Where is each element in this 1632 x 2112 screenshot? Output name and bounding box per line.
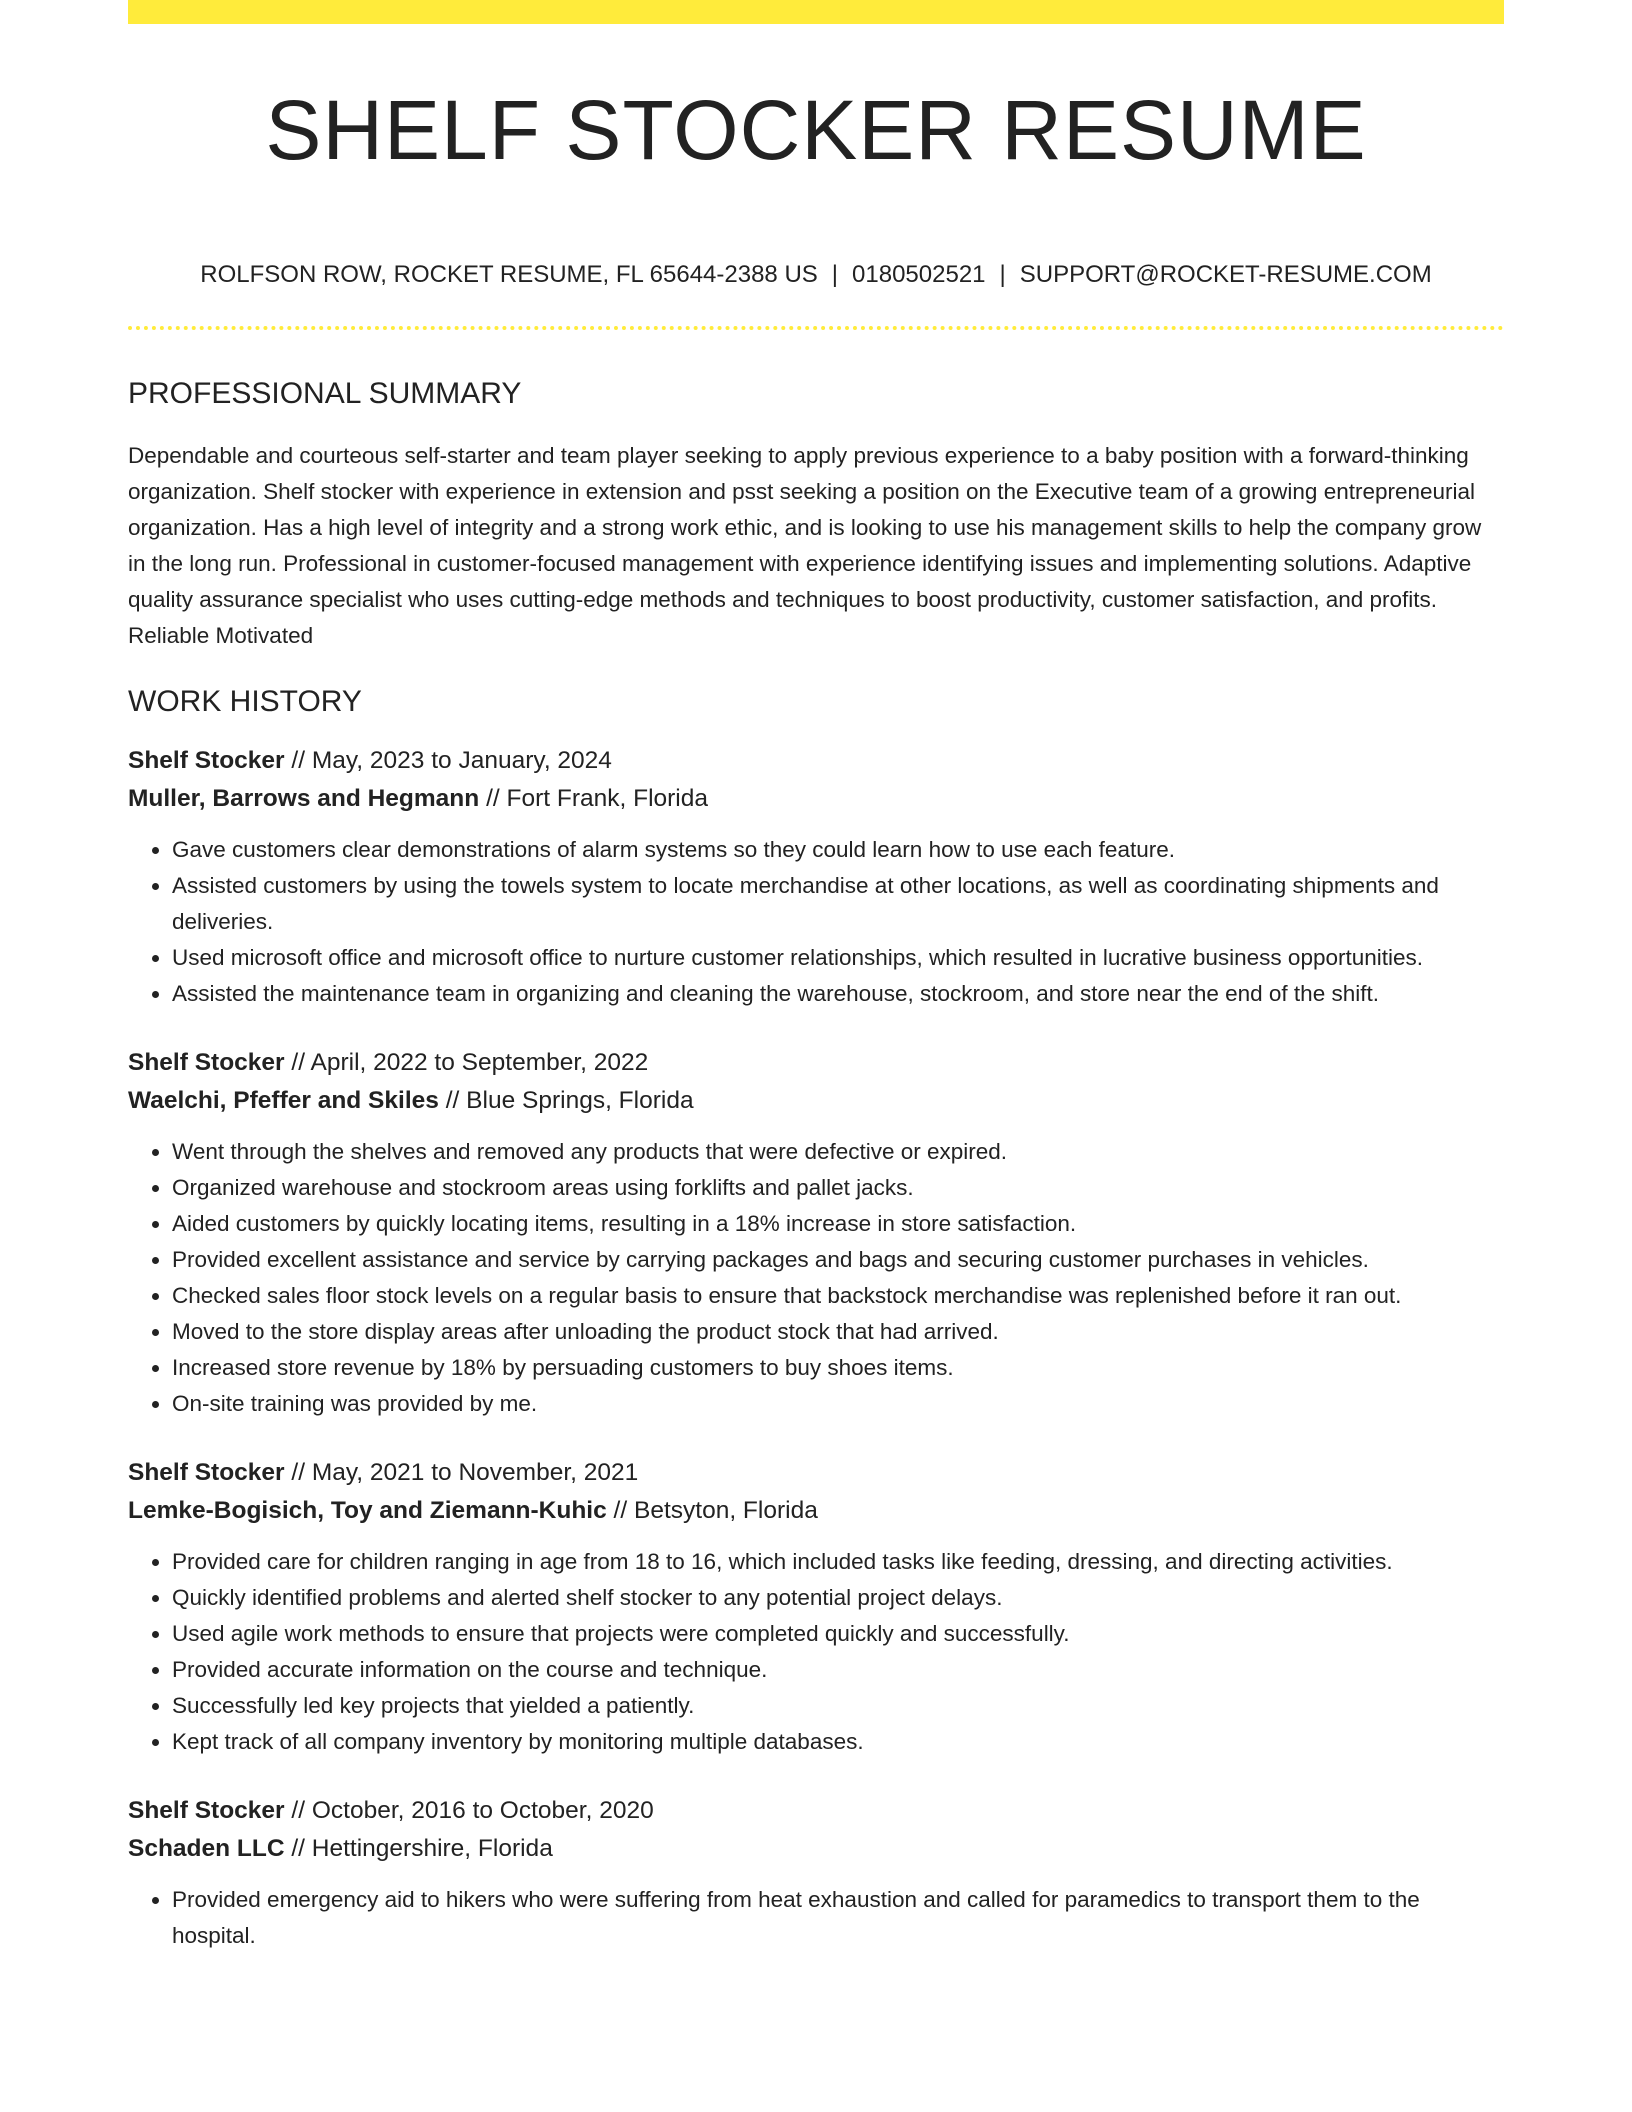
job-separator: // — [291, 747, 306, 774]
job-bullet: • Provided emergency aid to hikers who were suffering from heat exhaustion and called for paramedics to transport them to the hospital. — [172, 1882, 1504, 1954]
work-history-list — [128, 742, 1504, 1954]
header-divider — [128, 326, 1504, 330]
job-company-line — [128, 780, 1504, 818]
job-company-line — [128, 1830, 1504, 1868]
contact-email: SUPPORT@ROCKET-RESUME.COM — [1019, 261, 1432, 288]
job-location: Hettingershire, Florida — [311, 1835, 553, 1862]
job-bullet-list — [128, 1544, 1504, 1760]
job-bullet: • On-site training was provided by me. — [172, 1386, 1504, 1422]
job-dates: May, 2023 to January, 2024 — [311, 747, 612, 774]
job-entry — [128, 1044, 1504, 1422]
contact-phone: 0180502521 — [852, 261, 986, 288]
job-bullet: • Went through the shelves and removed any products that were defective or expired. — [172, 1134, 1504, 1170]
job-bullet-list — [128, 832, 1504, 1012]
job-title: Shelf Stocker — [128, 1797, 285, 1824]
job-bullet: • Kept track of all company inventory by monitoring multiple databases. — [172, 1724, 1504, 1760]
job-title-line — [128, 742, 1504, 780]
job-entry — [128, 1792, 1504, 1954]
job-separator: // — [486, 785, 500, 812]
job-separator: // — [445, 1087, 460, 1114]
job-bullet-list — [128, 1882, 1504, 1954]
summary-text: Dependable and courteous self-starter and team player seeking to apply previous experience to a baby position with a forward-thinking organization. Shelf stocker with experience in extension and psst seeking a position on the Executive team of a growing entrepreneurial organization. Has a high level of integrity and a strong work ethic, and is looking to use his management skills to help the company grow in the long run. Professional in customer-focused management with experience identifying issues and implementing solutions. Adaptive quality assurance specialist who uses cutting-edge methods and techniques to boost productivity, customer satisfaction, and profits. Reliable Motivated — [128, 443, 1482, 648]
job-bullet: • Successfully led key projects that yielded a patiently. — [172, 1688, 1504, 1724]
job-title-line — [128, 1454, 1504, 1492]
job-bullet-list — [128, 1134, 1504, 1422]
job-entry — [128, 742, 1504, 1012]
job-bullet: • Provided accurate information on the course and technique. — [172, 1652, 1504, 1688]
job-title-line — [128, 1044, 1504, 1082]
job-company: Lemke-Bogisich, Toy and Ziemann-Kuhic — [128, 1497, 607, 1524]
job-location: Blue Springs, Florida — [466, 1087, 694, 1114]
contact-line — [128, 260, 1504, 290]
job-separator: // — [613, 1497, 628, 1524]
job-bullet: • Quickly identified problems and alerted shelf stocker to any potential project delays. — [172, 1580, 1504, 1616]
job-separator: // — [291, 1459, 306, 1486]
job-bullet: • Gave customers clear demonstrations of alarm systems so they could learn how to use each feature. — [172, 832, 1504, 868]
job-bullet: • Assisted customers by using the towels system to locate merchandise at other locations, as well as coordinating shipments and deliveries. — [172, 868, 1504, 940]
job-bullet: • Organized warehouse and stockroom areas using forklifts and pallet jacks. — [172, 1170, 1504, 1206]
job-bullet: • Used microsoft office and microsoft office to nurture customer relationships, which resulted in lucrative business opportunities. — [172, 940, 1504, 976]
job-company: Schaden LLC — [128, 1835, 285, 1862]
job-entry — [128, 1454, 1504, 1760]
job-separator: // — [291, 1797, 306, 1824]
job-title: Shelf Stocker — [128, 1459, 285, 1486]
resume-content — [128, 0, 1504, 1954]
contact-separator: | — [999, 261, 1006, 288]
job-title: Shelf Stocker — [128, 747, 285, 774]
job-bullet: • Increased store revenue by 18% by persuading customers to buy shoes items. — [172, 1350, 1504, 1386]
job-dates: May, 2021 to November, 2021 — [311, 1459, 639, 1486]
job-location: Betsyton, Florida — [633, 1497, 818, 1524]
job-dates: April, 2022 to September, 2022 — [310, 1049, 649, 1076]
contact-address: ROLFSON ROW, ROCKET RESUME, FL 65644-2388 US — [200, 261, 818, 288]
work-history-heading: WORK HISTORY — [128, 685, 362, 718]
job-separator: // — [291, 1835, 305, 1862]
job-company-line — [128, 1492, 1504, 1530]
job-dates: October, 2016 to October, 2020 — [311, 1797, 654, 1824]
resume-title: SHELF STOCKER RESUME — [265, 83, 1367, 177]
job-company-line — [128, 1082, 1504, 1120]
job-bullet: • Aided customers by quickly locating items, resulting in a 18% increase in store satisfaction. — [172, 1206, 1504, 1242]
summary-heading: PROFESSIONAL SUMMARY — [128, 377, 522, 410]
job-company: Waelchi, Pfeffer and Skiles — [128, 1087, 439, 1114]
job-title: Shelf Stocker — [128, 1049, 285, 1076]
contact-separator: | — [831, 261, 839, 288]
job-title-line — [128, 1792, 1504, 1830]
job-location: Fort Frank, Florida — [506, 785, 708, 812]
job-bullet: • Used agile work methods to ensure that projects were completed quickly and successfully. — [172, 1616, 1504, 1652]
job-company: Muller, Barrows and Hegmann — [128, 785, 480, 812]
job-bullet: • Provided excellent assistance and service by carrying packages and bags and securing customer purchases in vehicles. — [172, 1242, 1504, 1278]
job-separator: // — [291, 1049, 306, 1076]
job-bullet: • Assisted the maintenance team in organizing and cleaning the warehouse, stockroom, and store near the end of the shift. — [172, 976, 1504, 1012]
job-bullet: • Moved to the store display areas after unloading the product stock that had arrived. — [172, 1314, 1504, 1350]
job-bullet: • Checked sales floor stock levels on a regular basis to ensure that backstock merchandise was replenished before it ran out. — [172, 1278, 1504, 1314]
job-bullet: • Provided care for children ranging in age from 18 to 16, which included tasks like feeding, dressing, and directing activities. — [172, 1544, 1504, 1580]
